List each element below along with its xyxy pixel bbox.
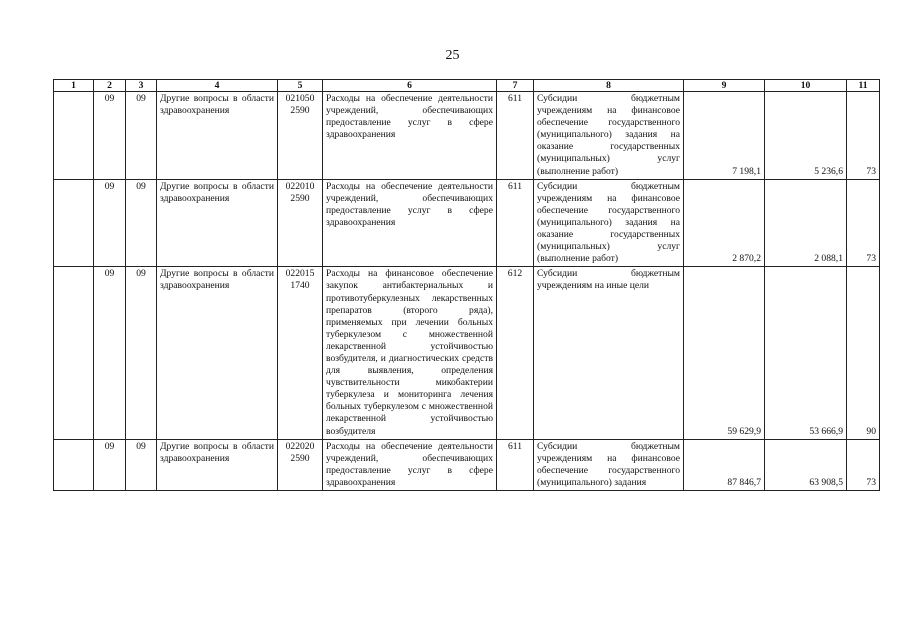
header-col-11: 11: [847, 80, 880, 92]
section-name: Другие вопросы в области здравоохранения: [157, 179, 278, 267]
subsection-code: 09: [126, 267, 157, 439]
expense-type-name: Субсидии бюджетным учреждениям на иные цели: [534, 267, 684, 439]
table-row: [54, 267, 880, 439]
expense-type-code: 612: [497, 267, 534, 439]
header-col-9: 9: [684, 80, 765, 92]
amount-col-10: 5 236,6: [765, 92, 847, 180]
header-col-2: 2: [94, 80, 126, 92]
row-blank-cell: [54, 92, 94, 180]
amount-col-9: 59 629,9: [684, 267, 765, 439]
chapter-code: 09: [94, 92, 126, 180]
section-name: Другие вопросы в области здравоохранения: [157, 267, 278, 439]
header-col-8: 8: [534, 80, 684, 92]
page-number: 25: [445, 48, 460, 63]
row-blank-cell: [54, 179, 94, 267]
target-code: 022010 2590: [278, 179, 323, 267]
expense-description: Расходы на обеспечение деятельности учреждений, обеспечивающих предоставление услуг в сфере здравоохранения: [323, 92, 497, 180]
header-col-4: 4: [157, 80, 278, 92]
section-name: Другие вопросы в области здравоохранения: [157, 439, 278, 490]
chapter-code: 09: [94, 267, 126, 439]
subsection-code: 09: [126, 439, 157, 490]
expense-type-code: 611: [497, 179, 534, 267]
amount-col-9: 87 846,7: [684, 439, 765, 490]
amount-col-9: 2 870,2: [684, 179, 765, 267]
amount-col-9: 7 198,1: [684, 92, 765, 180]
target-code: 021050 2590: [278, 92, 323, 180]
table-row: [54, 179, 880, 267]
percent-cell: 73: [847, 439, 880, 490]
row-blank-cell: [54, 439, 94, 490]
table-row: [54, 439, 880, 490]
expense-type-name: Субсидии бюджетным учреждениям на финансовое обеспечение государственного (муниципального) задания на оказание государственных (муниципальных) услуг (выполнение работ): [534, 92, 684, 180]
section-name: Другие вопросы в области здравоохранения: [157, 92, 278, 180]
header-col-7: 7: [497, 80, 534, 92]
expense-type-name: Субсидии бюджетным учреждениям на финансовое обеспечение государственного (муниципального) задания на оказание государственных (муниципальных) услуг (выполнение работ): [534, 179, 684, 267]
header-row: [54, 80, 880, 92]
amount-col-10: 53 666,9: [765, 267, 847, 439]
expense-description: Расходы на финансовое обеспечение закупок антибактериальных и противотуберкулезных лекарственных препаратов (второго ряда), применяемых при лечении больных туберкулезом с множественной лекарственной устойчивостью возбудителя, и диагностических средств для выявления, определения чувствительности микобактерии туберкулеза и мониторинга лечения больных туберкулезом с множественной лекарственной устойчивостью возбудителя: [323, 267, 497, 439]
target-code: 022020 2590: [278, 439, 323, 490]
amount-col-10: 2 088,1: [765, 179, 847, 267]
expense-type-code: 611: [497, 439, 534, 490]
row-blank-cell: [54, 267, 94, 439]
header-col-1: 1: [54, 80, 94, 92]
header-col-3: 3: [126, 80, 157, 92]
subsection-code: 09: [126, 92, 157, 180]
subsection-code: 09: [126, 179, 157, 267]
expense-description: Расходы на обеспечение деятельности учреждений, обеспечивающих предоставление услуг в сфере здравоохранения: [323, 179, 497, 267]
expense-description: Расходы на обеспечение деятельности учреждений, обеспечивающих предоставление услуг в сфере здравоохранения: [323, 439, 497, 490]
percent-cell: 73: [847, 179, 880, 267]
percent-cell: 73: [847, 92, 880, 180]
chapter-code: 09: [94, 179, 126, 267]
expense-type-code: 611: [497, 92, 534, 180]
expense-type-name: Субсидии бюджетным учреждениям на финансовое обеспечение государственного (муниципального) задания: [534, 439, 684, 490]
budget-table: [53, 79, 880, 491]
chapter-code: 09: [94, 439, 126, 490]
amount-col-10: 63 908,5: [765, 439, 847, 490]
header-col-6: 6: [323, 80, 497, 92]
target-code: 022015 1740: [278, 267, 323, 439]
percent-cell: 90: [847, 267, 880, 439]
table-row: [54, 92, 880, 180]
header-col-10: 10: [765, 80, 847, 92]
header-col-5: 5: [278, 80, 323, 92]
